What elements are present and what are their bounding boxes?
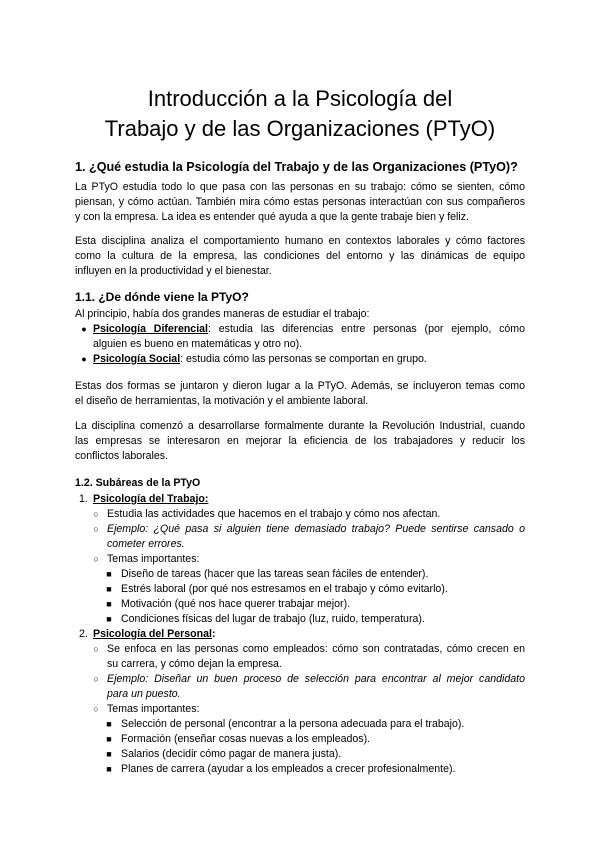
topic-item: Diseño de tareas (hacer que las tareas sean fáciles de entender). [121, 568, 429, 580]
topic-item: Estrés laboral (por qué nos estresamos en el trabajo y cómo evitarlo). [121, 583, 448, 595]
subarea-2-example: Ejemplo: Diseñar un buen proceso de selección para encontrar al mejor candidato [107, 673, 525, 685]
subarea-2-topics-label: Temas importantes: [107, 703, 200, 715]
topic-item: Selección de personal (encontrar a la persona adecuada para el trabajo). [121, 718, 465, 730]
term-psicologia-personal: Psicología del Personal [93, 628, 212, 640]
term-psicologia-trabajo: Psicología del Trabajo: [93, 493, 209, 505]
circle-bullet-icon: ○ [93, 509, 99, 519]
text-line: y con la empresa. La idea es entender qué ayuda a que la gente trabaje bien y feliz. [75, 211, 470, 223]
text-line: conflictos laborales. [75, 450, 169, 462]
subarea-1-topics-label: Temas importantes: [107, 553, 200, 565]
text-line: piensan, y cómo actúan. También mira cómo estas personas interactúan con sus compañeros [75, 196, 525, 208]
text-line: influyen en la productividad y el bienestar. [75, 265, 272, 277]
list-number: 2. [79, 628, 88, 640]
section-1-1-intro: Al principio, había dos grandes maneras de estudiar el trabajo: [75, 308, 370, 320]
text-line: las empresas se interesaron en mejorar la eficiencia de los trabajadores y reducir los [75, 435, 525, 447]
subarea-1-example: Ejemplo: ¿Qué pasa si alguien tiene demasiado trabajo? Puede sentirse cansado o [107, 523, 525, 535]
subarea-1-title [93, 492, 208, 507]
section-1-1-heading: 1.1. ¿De dónde viene la PTyO? [75, 290, 249, 304]
topic-item: Motivación (qué nos hace querer trabajar mejor). [121, 598, 351, 610]
section-1-paragraph-2 [75, 234, 525, 279]
circle-bullet-icon: ○ [93, 644, 99, 654]
section-1-heading: 1. ¿Qué estudia la Psicología del Trabajo y de las Organizaciones (PTyO)? [75, 160, 518, 174]
circle-bullet-icon: ○ [93, 554, 99, 564]
list-item-social [93, 352, 427, 367]
term-psicologia-social: Psicología Social [93, 353, 181, 365]
topic-item: Salarios (decidir cómo pagar de manera justa). [121, 748, 342, 760]
bullet-dot-icon: ● [81, 324, 87, 334]
text-line: Esta disciplina analiza el comportamiento humano en contextos laborales y cómo factores [75, 235, 525, 247]
square-bullet-icon: ■ [106, 599, 112, 609]
circle-bullet-icon: ○ [93, 704, 99, 714]
topic-item: Condiciones físicas del lugar de trabajo (luz, ruido, temperatura). [121, 613, 425, 625]
section-1-1-paragraph-4 [75, 419, 525, 464]
bullet-dot-icon: ● [81, 354, 87, 364]
text-line: como la cultura de la empresa, las condiciones del entorno y las dinámicas de equipo [75, 250, 525, 262]
subarea-1-example-continuation: cometer errores. [107, 538, 185, 550]
document-title [40, 84, 560, 144]
list-number: 1. [79, 493, 88, 505]
subarea-2-description-continuation: su carrera, y cómo dejan la empresa. [107, 658, 282, 670]
section-1-2-heading: 1.2. Subáreas de la PTyO [75, 477, 201, 489]
term-psicologia-diferencial: Psicología Diferencial [93, 323, 208, 335]
title-line-1: Introducción a la Psicología del [147, 86, 453, 111]
list-item-text: : estudia cómo las personas se comportan en grupo. [180, 353, 427, 365]
list-item-text: : estudia las diferencias entre personas (por ejemplo, cómo [207, 323, 525, 335]
list-item-diferencial [93, 322, 525, 337]
subarea-2-description: Se enfoca en las personas como empleados: cómo son contratadas, cómo crecen en [107, 643, 525, 655]
square-bullet-icon: ■ [106, 569, 112, 579]
list-item-continuation: alguien es bueno en matemáticas y otro no). [93, 338, 303, 350]
text-line: el diseño de herramientas, la motivación y el ambiente laboral. [75, 395, 369, 407]
square-bullet-icon: ■ [106, 764, 112, 774]
square-bullet-icon: ■ [106, 584, 112, 594]
circle-bullet-icon: ○ [93, 524, 99, 534]
subarea-1-description: Estudia las actividades que hacemos en el trabajo y cómo nos afectan. [107, 508, 441, 520]
text-line: La PTyO estudia todo lo que pasa con las personas en su trabajo: cómo se sienten, cómo [75, 181, 525, 193]
section-1-1-paragraph-3 [75, 379, 525, 409]
square-bullet-icon: ■ [106, 734, 112, 744]
title-line-2: Trabajo y de las Organizaciones (PTyO) [104, 116, 496, 141]
square-bullet-icon: ■ [106, 719, 112, 729]
topic-item: Planes de carrera (ayudar a los empleados a crecer profesionalmente). [121, 763, 456, 775]
section-1-paragraph-1 [75, 180, 525, 225]
circle-bullet-icon: ○ [93, 674, 99, 684]
text-line: Estas dos formas se juntaron y dieron lugar a la PTyO. Además, se incluyeron temas como [75, 380, 525, 392]
square-bullet-icon: ■ [106, 614, 112, 624]
title-colon: : [211, 628, 216, 640]
square-bullet-icon: ■ [106, 749, 112, 759]
subarea-2-title [93, 627, 215, 642]
subarea-2-example-continuation: para un puesto. [107, 688, 181, 700]
text-line: La disciplina comenzó a desarrollarse formalmente durante la Revolución Industrial, cuando [75, 420, 525, 432]
topic-item: Formación (enseñar cosas nuevas a los empleados). [121, 733, 371, 745]
